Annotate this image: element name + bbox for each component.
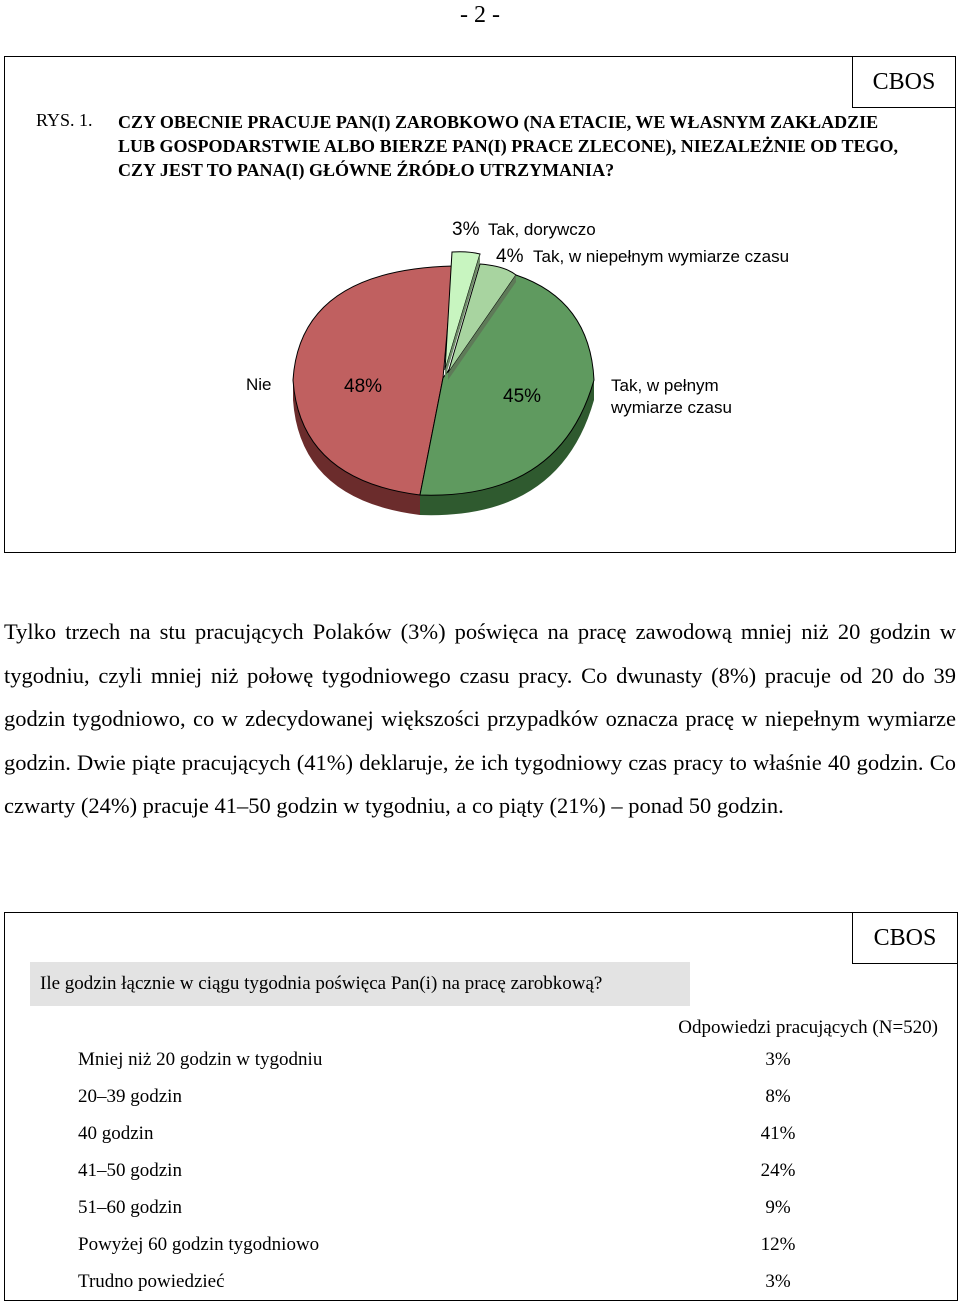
- pie-chart: [0, 0, 960, 560]
- pie-label-full-time-pct: 45%: [503, 386, 542, 407]
- table-source-badge: CBOS: [852, 912, 958, 964]
- row-label: 41–50 godzin: [78, 1160, 182, 1181]
- pie-label-part-time-pct: 4%: [496, 246, 524, 267]
- row-value: 24%: [760, 1160, 796, 1181]
- row-label: Powyżej 60 godzin tygodniowo: [78, 1234, 320, 1255]
- table-row: [78, 1049, 858, 1079]
- pie-label-full-time-line1: Tak, w pełnym: [611, 376, 719, 395]
- pie-label-casual: Tak, dorywczo: [488, 220, 596, 239]
- pie-label-part-time: Tak, w niepełnym wymiarze czasu: [533, 247, 790, 266]
- pie-label-no: Nie: [246, 375, 272, 394]
- row-value: 9%: [765, 1197, 791, 1218]
- figure-question: CZY OBECNIE PRACUJE PAN(I) ZAROBKOWO (NA ETACIE, WE WŁASNYM ZAKŁADZIE LUB GOSPODARSTWIE ALBO BIERZE PAN(I) PRACE ZLECONE), NIEZALEŻNIE OD TEGO, CZY JEST TO PANA(I) GŁÓWNE ŹRÓDŁO UTRZYMANIA?: [118, 112, 898, 180]
- pie-label-no-pct: 48%: [344, 376, 383, 397]
- pie-label-full-time-line2: wymiarze czasu: [611, 398, 732, 417]
- row-label: Mniej niż 20 godzin w tygodniu: [78, 1049, 323, 1070]
- row-label: Trudno powiedzieć: [78, 1271, 225, 1292]
- table-row: [78, 1271, 858, 1301]
- table-question: Ile godzin łącznie w ciągu tygodnia poświęca Pan(i) na pracę zarobkową?: [30, 962, 690, 1006]
- table-row: [78, 1123, 858, 1153]
- table-row: [78, 1160, 858, 1190]
- pie-label-casual-pct: 3%: [452, 219, 480, 240]
- row-value: 3%: [765, 1049, 791, 1070]
- table-column-header: Odpowiedzi pracujących (N=520): [678, 1017, 938, 1038]
- table-row: [78, 1197, 858, 1227]
- row-value: 41%: [760, 1123, 796, 1144]
- source-badge: CBOS: [852, 56, 956, 108]
- row-value: 8%: [765, 1086, 791, 1107]
- body-paragraph: Tylko trzech na stu pracujących Polaków (3%) poświęca na pracę zawodową mniej niż 20 godzin w tygodniu, czyli mniej niż połowę tygodniowego czasu pracy. Co dwunasty (8%) pracuje od 20 do 39 godzin tygodniowo, co w zdecydowanej większości przypadków oznacza pracę w niepełnym wymiarze godzin. Dwie piąte pracujących (41%) deklaruje, że ich tygodniowy czas pracy to właśnie 40 godzin. Co czwarty (24%) pracuje 41–50 godzin w tygodniu, a co piąty (21%) – ponad 50 godzin.: [4, 619, 956, 818]
- row-value: 3%: [765, 1271, 791, 1292]
- page-number: - 2 -: [460, 2, 500, 28]
- table-row: [78, 1086, 858, 1116]
- figure-label: RYS. 1.: [36, 110, 93, 130]
- row-label: 20–39 godzin: [78, 1086, 182, 1107]
- row-label: 40 godzin: [78, 1123, 154, 1144]
- table-row: [78, 1234, 858, 1264]
- row-label: 51–60 godzin: [78, 1197, 182, 1218]
- row-value: 12%: [760, 1234, 796, 1255]
